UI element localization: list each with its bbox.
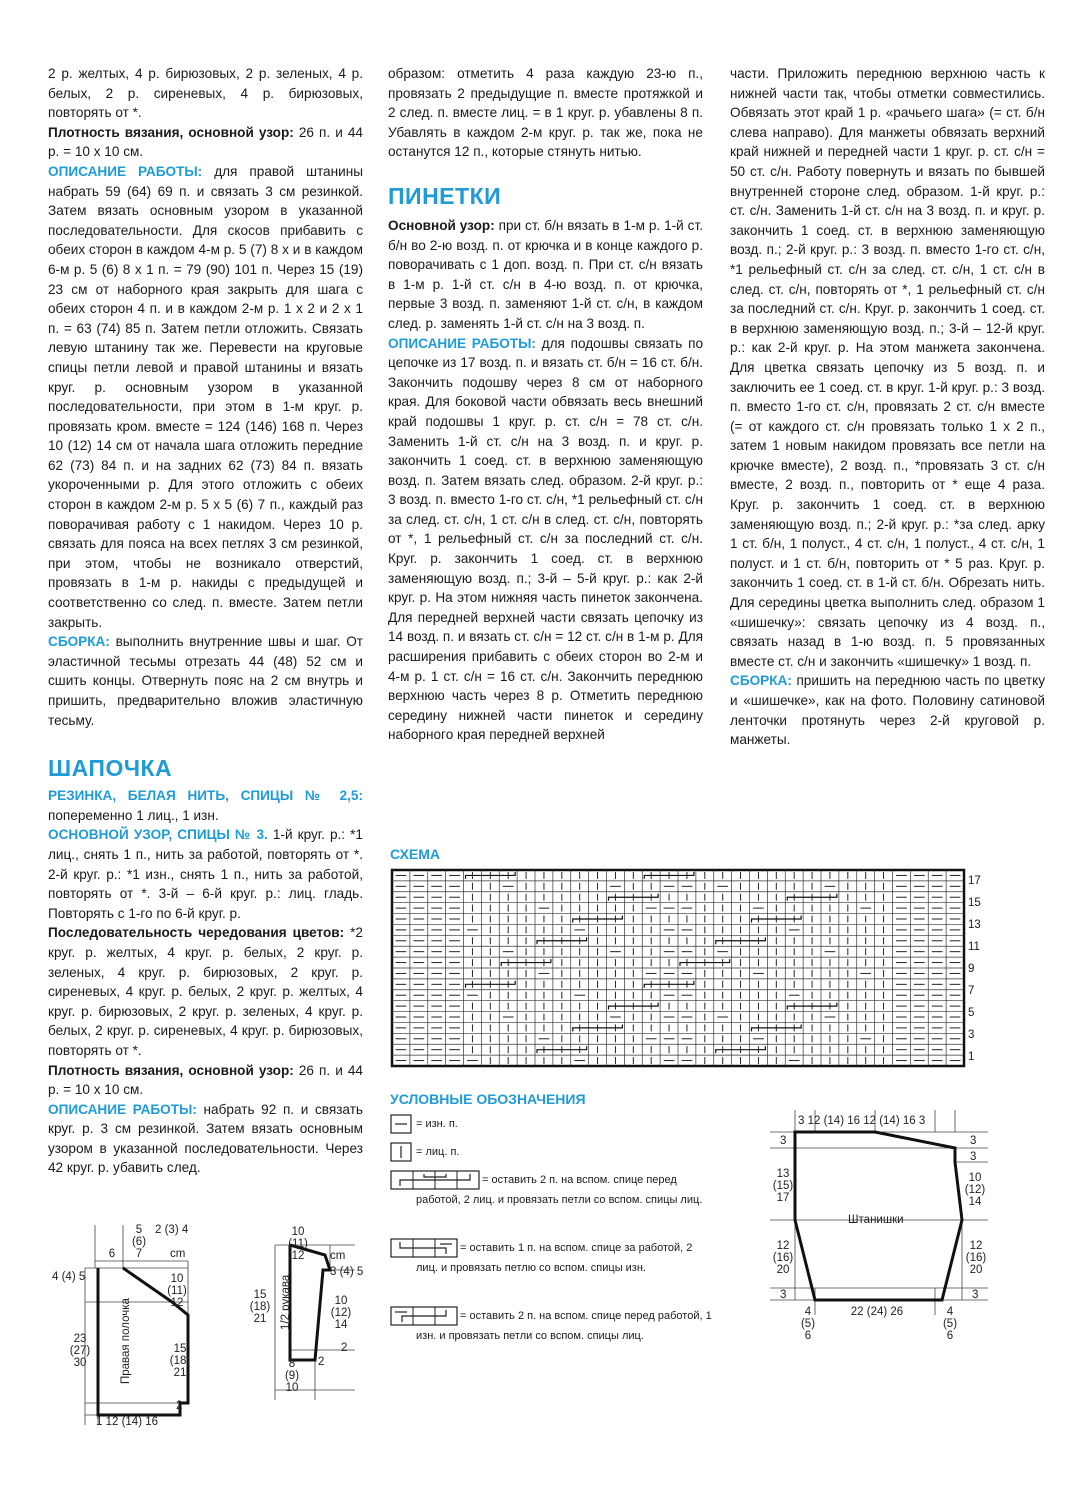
density-label: Плотность вязания, основной узор: — [48, 124, 294, 140]
front-r6: 21 — [173, 1367, 187, 1379]
column-3 — [730, 64, 1045, 750]
chart-row-number: 17 — [968, 875, 981, 887]
pants-r1: 10 — [968, 1172, 982, 1184]
chart-row-number: 1 — [968, 1051, 975, 1063]
pants-b3: 6 — [804, 1330, 812, 1342]
booties-work-label: ОПИСАНИЕ РАБОТЫ: — [388, 335, 536, 351]
legend-purl-text: = изн. п. — [416, 1118, 458, 1130]
legend-knit-text: = лиц. п. — [416, 1146, 460, 1158]
pants-label: Штанишки — [848, 1214, 904, 1226]
pants-bottom: 22 (24) 26 — [850, 1306, 904, 1318]
pants-b1: 4 — [804, 1306, 812, 1318]
sleeve-t3: 12 — [291, 1250, 305, 1262]
sequence-text: *2 круг. р. желтых, 4 круг. р. белых, 2 круг. р. зеленых, 4 круг. р. бирюзовых, 2 круг. р. сиреневых, 4 круг. р. белых, 2 круг. р. желтых, 4 круг. р. бирюзовых, 2 круг. р. зеленых, 4 круг. р. белых, 2 круг. р. сиреневых, 4 круг. р. бирюзовых, повторять от *. — [48, 925, 363, 1058]
front-r2: (11) — [167, 1285, 187, 1297]
sequence-paragraph — [48, 923, 363, 1060]
front-l2: (27) — [69, 1345, 91, 1357]
sleeve-l1: 15 — [253, 1289, 267, 1301]
sleeve-b3: 10 — [285, 1382, 299, 1394]
pants-bottom-left-three: 3 — [780, 1289, 787, 1301]
sleeve-t1: 10 — [291, 1226, 305, 1238]
pants-b5: (5) — [942, 1318, 958, 1330]
pants-l4: 12 — [776, 1240, 790, 1252]
chart-row-number: 7 — [968, 985, 975, 997]
front-bottom-two: 2 — [176, 1400, 183, 1412]
front-top-234: 2 (3) 4 — [155, 1224, 189, 1236]
front-l3: 30 — [73, 1357, 87, 1369]
density-text: 26 п. и 44 р. = 10 х 10 см. — [48, 124, 363, 160]
booties-continued: части. Приложить переднюю верхнюю часть к нижней части так, чтобы отметки совместились. Обвязать этот край 1 р. «рачьего шага» (= ст. б/н слева направо). Для манжеты обвязать верхний край нижней и передней части 1 круг. р. ст. с/н = 50 ст. с/н. Работу повернуть и вязать по бывшей внутренней стороне след. образом. 1-й круг. р.: ст. с/н. Заменить 1-й ст. с/н на 3 возд. п. и круг. р. закончить 1 соед. ст. в верхнюю заменяющую возд. п.; 2-й круг. р.: 3 возд. п. вместо 1-го ст. с/н, *1 рельефный ст. с/н за след. ст. с/н, 1 ст. с/н в след. ст. с/н, повторять от *, 1 рельефный ст. с/н за последний ст. с/н. Круг. р. закончить 1 соед. ст. в верхнюю заменяющую возд. п.; 3-й – 12-й круг. р.: как 2-й круг. р. На этом манжета закончена. Для цветка связать цепочку из 5 возд. п. и заключить ее 1 соед. ст. в круг. 1-й круг. р.: 3 возд. п. вместо 1-го ст. с/н, провязать 2 ст. с/н вместе (= от каждого ст. с/н провязать только 1 х 2 п., затем 1 новым накидом провязать все петли на крючке вместе), 2 возд. п., *провязать 3 ст. с/н вместе, 2 возд. п., повторить от * еще 4 раза. Круг. р. закончить 1 соед. ст. в верхнюю заменяющую возд. п.; 2-й круг. р.: *за след. арку 1 ст. б/н, 1 полуст., 4 ст. с/н, 1 полуст., 4 ст. с/н, 1 полуст. и 1 ст. б/н, повторить от * 5 раз. Круг. р. закончить 1 соед. ст. в 1-й ст. б/н. Обрезать нить. Для середины цветка выполнить след. образом 1 «шишечку»: связать цепочку из 4 возд. п., связать назад в 1-ю возд. п. 5 провязанных вместе ст. с/н и закончить «шишечку» 1 возд. п. — [730, 66, 1045, 669]
legend-cross1-text: = оставить 2 п. на вспом. спице перед работой, 2 лиц. и провязать петли со вспом. спицы лиц. — [416, 1174, 703, 1206]
booties-assembly-paragraph — [730, 671, 1045, 749]
front-cm: cm — [170, 1248, 186, 1260]
column-2 — [388, 64, 703, 745]
main-pattern-text: 1-й круг. р.: *1 лиц., снять 1 п., нить за работой, повторять от *. 2-й круг. р.: *1 изн., снять 1 п., нить за работой, повторять от *. 3-й – 6-й круг. р.: лиц. гладь. Повторять с 1-го по 6-й круг. р. — [48, 827, 363, 921]
sequence-label: Последовательность чередования цветов: — [48, 925, 345, 941]
front-bottom: 1 12 (14) 16 — [96, 1416, 159, 1428]
booties-pattern-text: при ст. б/н вязать в 1-м р. 1-й ст. б/н во 2-ю возд. п. от крючка и в конце каждого р. поворачивать с 1 доп. возд. п. При ст. с/н вязать в 1-м р. 1-й ст. с/н в 4-ю возд. п. от крючка, первые 3 возд. п. заменяют 1-й ст. с/н, в каждом след. р. заменять 1-й ст. с/н на 3 возд. п. — [388, 217, 703, 331]
front-top-7: 7 — [135, 1248, 143, 1260]
sleeve-r1: 10 — [334, 1295, 348, 1307]
column-1 — [48, 64, 363, 1178]
work-text: для правой штанины набрать 59 (64) 69 п. и связать 3 см резинкой. Затем вязать основным узором в указанной последовательности. Для скосов прибавить с обеих сторон в каждом 4-м р. 5 (7) 8 х и в каждом 6-м р. 5 (6) 8 х 1 п. = 79 (90) 101 п. Через 15 (19) 23 см от наборного края закрыть для шага с обеих сторон 4 п. и в каждом 2-м р. 1 х 2 и 2 х 1 п. = 63 (74) 85 п. Затем петли отложить. Связать левую штанину так же. Перевести на круговые спицы петли левой и правой штанины и вязать круг. р. основным узором в указанной последовательности, при этом в 1-м круг. р. провязать кром. вместе = 124 (146) 168 п. Через 10 (12) 14 см от начала шага отложить передние 62 (73) 84 п. и на задних 62 (73) 84 п. вязать укороченными р. Для этого отложить с обеих сторон в каждом 2-м р. 5 х 5 (6) 7 п., каждый раз поворачивая работу с 1 накидом. Через 10 р. связать для пояса на всех петлях 3 см резинкой, при этом, чтобы не возникало отверстий, провязать в 1-м р. накиды с предыдущей и соответственно со след. п. вместе. Затем петли закрыть. — [48, 163, 363, 630]
pants-r3: 14 — [968, 1196, 982, 1208]
booties-work-text: для подошвы связать по цепочке из 17 возд. п. и вязать ст. б/н = 16 ст. б/н. Закончить подошву через 8 см от наборного края. Для боковой части обвязать весь внешний край подошвы 1 круг. р. ст. с/н = 78 ст. с/н. Заменить 1-й ст. с/н на 3 возд. п. и круг. р. закончить 1 соед. ст. в верхнюю заменяющую возд. п. Затем вязать след. образом. 2-й круг. р.: 3 возд. п. вместо 1-го ст. с/н, *1 рельефный ст. с/н за след. ст. с/н, 1 ст. с/н в след. ст. с/н, повторять от *, 1 рельефный ст. с/н за последний ст. с/н. Круг. р. закончить 1 соед. ст. в верхнюю заменяющую возд. п.; 3-й – 5-й круг. р.: как 2-й круг. р. На этом нижняя часть пинеток закончена. Для передней верхней части связать цепочку из 14 возд. п. и вязать ст. с/н = 12 ст. с/н в 1-м р. Для расширения прибавить с обеих сторон во 2-м и 4-м р. 1 ст. с/н = 16 ст. с/н. Закончить переднюю верхнюю часть через 8 р. Отметить переднюю середину нижней части пинеток и середину наборного края передней верхней — [388, 335, 703, 743]
sleeve-two-a: 2 — [341, 1342, 348, 1354]
pants-r6: 20 — [969, 1264, 983, 1276]
rib-label: РЕЗИНКА, БЕЛАЯ НИТЬ, СПИЦЫ № 2,5: — [48, 788, 363, 804]
color-sequence-end: 2 р. желтых, 4 р. бирюзовых, 2 р. зеленых, 4 р. белых, 2 р. сиреневых, 4 р. бирюзовых, повторять от *. — [48, 66, 363, 121]
main-pattern-paragraph — [48, 825, 363, 923]
front-r4: 15 — [173, 1343, 187, 1355]
pants-l5: (16) — [772, 1252, 794, 1264]
decrease-paragraph: образом: отметить 4 раза каждую 23-ю п., провязать 2 предыдущие п. вместе протяжкой и 2 след. п. вместе лиц. = в 1 круг. р. убавлены 8 п. Убавлять в каждом 2-м круг. р. так же, пока не останутся 12 п., которые стянуть нитью. — [388, 66, 703, 160]
sleeve-b2: (9) — [284, 1370, 300, 1382]
legend-title: УСЛОВНЫЕ ОБОЗНАЧЕНИЯ — [390, 1091, 586, 1107]
density-paragraph — [48, 123, 363, 162]
front-six: 6 — [108, 1248, 116, 1260]
rib-paragraph — [48, 786, 363, 825]
chart-row-number: 3 — [968, 1029, 975, 1041]
pants-l3: 17 — [776, 1192, 790, 1204]
density2-paragraph — [48, 1061, 363, 1100]
sleeve-b1: 8 — [288, 1358, 296, 1370]
density2-text: 26 п. и 44 р. = 10 х 10 см. — [48, 1062, 363, 1098]
booties-pattern-paragraph — [388, 216, 703, 334]
chart-row-number: 13 — [968, 919, 981, 931]
schema-title: СХЕМА — [390, 846, 441, 862]
pants-right-three-b: 3 — [970, 1151, 977, 1163]
sleeve-two-b: 2 — [318, 1356, 325, 1368]
pants-b6: 6 — [946, 1330, 954, 1342]
assembly-label: СБОРКА: — [48, 634, 110, 650]
pants-r2: (12) — [964, 1184, 986, 1196]
main-pattern-label: ОСНОВНОЙ УЗОР, СПИЦЫ № 3. — [48, 827, 268, 843]
pants-l6: 20 — [776, 1264, 790, 1276]
legend-cross3-text: = оставить 2 п. на вспом. спице перед работой, 1 изн. и провязать петли со вспом. спицы лиц. — [416, 1310, 712, 1342]
assembly-text: выполнить внутренние швы и шаг. От эластичной тесьмы отрезать 44 (48) 52 см и сшить концы. Отвернуть пояс на 2 см внутрь и пришить, предварительно вложив эластичную тесьму. — [48, 634, 363, 728]
purl-symbol-icon — [390, 1114, 412, 1134]
sleeve-t2: (11) — [288, 1238, 308, 1250]
booties-assembly-text: пришить на переднюю часть по цветку и «шишечке», как на фото. Половину сатиновой ленточки протянуть через 2-й круговой р. манжеты. — [730, 673, 1045, 748]
knit-symbol-icon — [390, 1142, 412, 1162]
front-left-side: 4 (4) 5 — [52, 1271, 86, 1283]
sleeve-label: 1/2 рукава — [280, 1274, 292, 1330]
pants-top: 3 12 (14) 16 12 (14) 16 3 — [798, 1115, 926, 1127]
work-label: ОПИСАНИЕ РАБОТЫ: — [48, 163, 203, 179]
booties-title: ПИНЕТКИ — [388, 182, 502, 209]
pants-l1: 13 — [776, 1168, 790, 1180]
work2-paragraph — [48, 1100, 363, 1178]
booties-pattern-label: Основной узор: — [388, 217, 495, 233]
sleeve-cm: cm — [330, 1250, 346, 1262]
front-top-5: 5 — [135, 1224, 143, 1236]
pants-l2: (15) — [772, 1180, 794, 1192]
front-label: Правая полочка — [120, 1298, 132, 1384]
work2-label: ОПИСАНИЕ РАБОТЫ: — [48, 1101, 197, 1117]
work-description — [48, 162, 363, 632]
sleeve-l2: (18) — [249, 1301, 271, 1313]
rib-text: попеременно 1 лиц., 1 изн. — [48, 807, 219, 823]
booties-work-paragraph — [388, 334, 703, 745]
work2-text: набрать 92 п. и связать круг. р. 3 см резинкой. Затем вязать основным узором в указанной последовательности. Через 42 круг. р. убавить след. — [48, 1101, 364, 1176]
chart-row-number: 11 — [968, 941, 980, 953]
chart-row-number: 9 — [968, 963, 975, 975]
sleeve-pattern-shape — [255, 1240, 365, 1400]
sleeve-l3: 21 — [253, 1313, 267, 1325]
legend-cross2-text: = оставить 1 п. на вспом. спице за работой, 2 лиц. и провязать петлю со вспом. спицы изн. — [416, 1242, 693, 1274]
hat-title: ШАПОЧКА — [48, 755, 173, 782]
pants-r4: 12 — [969, 1240, 983, 1252]
front-l1: 23 — [73, 1333, 87, 1345]
front-r5: (18) — [169, 1355, 191, 1367]
density2-label: Плотность вязания, основной узор: — [48, 1062, 294, 1078]
pants-r5: (16) — [965, 1252, 987, 1264]
front-top-6: (6) — [131, 1236, 147, 1248]
pants-right-three-a: 3 — [970, 1135, 977, 1147]
chart-row-number: 5 — [968, 1007, 975, 1019]
booties-assembly-label: СБОРКА: — [730, 673, 792, 689]
pants-bottom-right-three: 3 — [972, 1289, 979, 1301]
pants-left-three: 3 — [780, 1135, 787, 1147]
sleeve-r2: (12) — [330, 1307, 352, 1319]
chart-row-number: 15 — [968, 897, 981, 909]
front-r3: 12 — [170, 1297, 184, 1309]
sleeve-r3: 14 — [334, 1319, 348, 1331]
knitting-chart — [392, 870, 967, 1070]
front-r1: 10 — [170, 1273, 184, 1285]
assembly-paragraph — [48, 632, 363, 730]
pants-b2: (5) — [800, 1318, 816, 1330]
sleeve-right: 3 (4) 5 — [330, 1266, 364, 1278]
pants-b4: 4 — [946, 1306, 954, 1318]
